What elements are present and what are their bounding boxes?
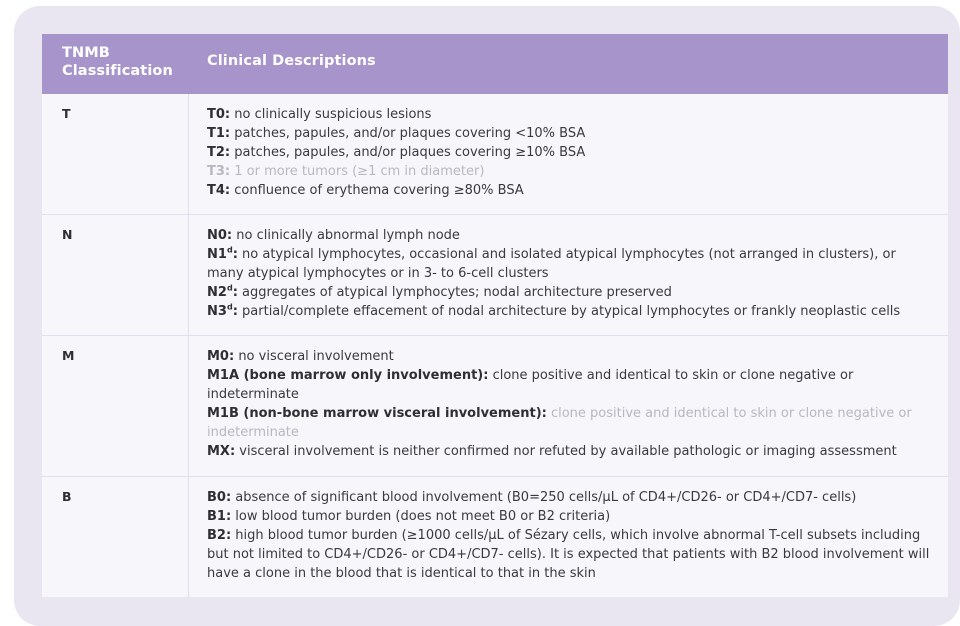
description-text: no clinically abnormal lymph node xyxy=(232,228,460,244)
description-line xyxy=(207,181,932,200)
footnote-marker: d xyxy=(226,245,233,255)
description-label: T2: xyxy=(207,145,231,161)
tnmb-classification-table xyxy=(42,34,948,597)
table-row xyxy=(42,336,948,476)
footnote-marker: d xyxy=(226,283,233,293)
clinical-description-cell xyxy=(189,215,948,335)
description-line xyxy=(207,124,932,143)
description-label: MX: xyxy=(207,444,236,460)
table-body xyxy=(42,94,948,597)
table-row xyxy=(42,215,948,336)
description-label: M1A (bone marrow only involvement): xyxy=(207,368,489,384)
description-label: B0: xyxy=(207,489,232,505)
description-label-tail: : xyxy=(232,285,238,301)
description-text: partial/complete effacement of nodal architecture by atypical lymphocytes or frankly neoplastic cells xyxy=(237,304,901,320)
description-label-tail: : xyxy=(232,304,238,320)
description-line xyxy=(207,302,932,321)
description-line xyxy=(207,226,932,245)
table-header-row xyxy=(42,34,948,94)
classification-key: N xyxy=(42,215,189,335)
description-label: T0: xyxy=(207,107,231,122)
clinical-description-cell xyxy=(189,477,948,597)
description-label: B1: xyxy=(207,508,232,524)
description-text: no clinically suspicious lesions xyxy=(230,107,432,122)
table-card xyxy=(14,6,960,626)
column-header-descriptions: Clinical Descriptions xyxy=(207,53,376,69)
description-line xyxy=(207,488,932,507)
column-header-classification-line1: TNMB xyxy=(62,45,110,61)
description-text: confluence of erythema covering ≥80% BSA xyxy=(230,183,524,199)
description-text: aggregates of atypical lymphocytes; nodal architecture preserved xyxy=(237,285,672,301)
description-line xyxy=(207,526,932,583)
description-line xyxy=(207,162,932,181)
description-text: absence of significant blood involvement (B0=250 cells/µL of CD4+/CD26- or CD4+/CD7- cells) xyxy=(231,489,857,505)
description-line xyxy=(207,507,932,526)
description-line xyxy=(207,105,932,124)
description-line xyxy=(207,347,932,366)
description-line xyxy=(207,143,932,162)
description-text: low blood tumor burden (does not meet B0 or B2 criteria) xyxy=(231,508,611,524)
table-row xyxy=(42,477,948,597)
description-line xyxy=(207,245,932,283)
description-text: no visceral involvement xyxy=(234,349,394,365)
column-header-classification-line2: Classification xyxy=(62,62,173,79)
description-label: T4: xyxy=(207,183,231,199)
description-text: patches, papules, and/or plaques covering <10% BSA xyxy=(230,126,586,142)
table-row xyxy=(42,94,948,215)
description-line xyxy=(207,442,932,461)
description-label-tail: : xyxy=(232,247,238,263)
description-text: no atypical lymphocytes, occasional and isolated atypical lymphocytes (not arranged in clusters), or many atypical lymphocytes or in 3- to 6-cell clusters xyxy=(207,247,896,282)
clinical-description-cell xyxy=(189,94,948,214)
classification-key: M xyxy=(42,336,189,475)
classification-key: B xyxy=(42,477,189,597)
description-line xyxy=(207,283,932,302)
description-text: visceral involvement is neither confirmed nor refuted by available pathologic or imaging assessment xyxy=(235,444,897,460)
description-label: M1B (non-bone marrow visceral involvement): xyxy=(207,406,547,422)
description-text: clone positive and identical to skin or clone negative or indeterminate xyxy=(207,368,854,403)
description-text: patches, papules, and/or plaques covering ≥10% BSA xyxy=(230,145,586,161)
description-line xyxy=(207,404,932,442)
description-label: N1$^d$: xyxy=(207,245,238,263)
classification-key: T xyxy=(42,94,189,214)
description-label: N2$^d$: xyxy=(207,283,238,301)
description-label: T1: xyxy=(207,126,231,142)
description-label: T3: xyxy=(207,164,231,180)
description-line xyxy=(207,366,932,404)
description-text: high blood tumor burden (≥1000 cells/µL of Sézary cells, which involve abnormal T-cell subsets including but not limited to CD4+/CD26- or CD4+/CD7- cells). It is expected that patients with B2 blood involvement will have a clone in the blood that is identical to that in the skin xyxy=(207,527,930,581)
column-header-classification xyxy=(42,34,189,94)
description-label: B2: xyxy=(207,527,232,543)
description-text: 1 or more tumors (≥1 cm in diameter) xyxy=(230,164,485,180)
description-label: N3$^d$: xyxy=(207,302,238,320)
description-label: M0: xyxy=(207,349,235,365)
description-text: clone positive and identical to skin or clone negative or indeterminate xyxy=(207,406,912,441)
footnote-marker: d xyxy=(226,302,233,312)
clinical-description-cell xyxy=(189,336,948,475)
description-label: N0: xyxy=(207,228,233,244)
